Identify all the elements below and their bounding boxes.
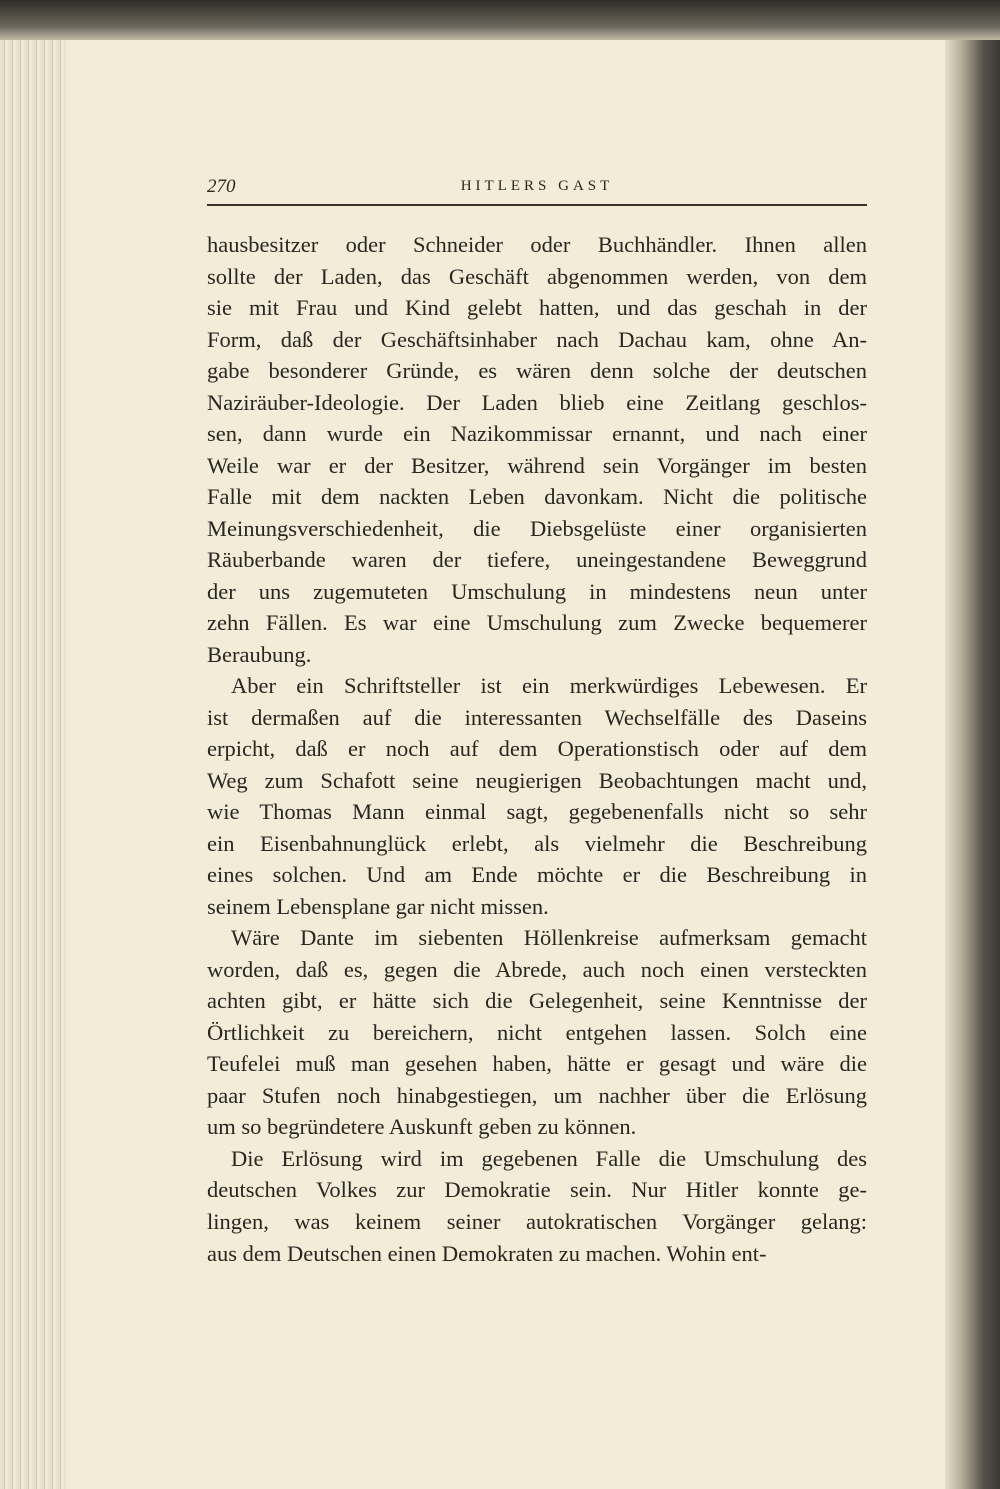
paragraph bbox=[207, 922, 867, 1143]
text-line: Aber ein Schriftsteller ist ein merkwürdiges Lebewesen. Er bbox=[231, 673, 867, 699]
text-line: Die Erlösung wird im gegebenen Falle die Umschulung des bbox=[231, 1145, 867, 1171]
header-rule bbox=[207, 204, 867, 206]
text-line: sie mit Frau und Kind gelebt hatten, und das geschah in der bbox=[207, 295, 867, 321]
text-line: Naziräuber-Ideologie. Der Laden blieb eine Zeitlang geschlos- bbox=[207, 389, 867, 415]
text-line: sen, dann wurde ein Nazikommissar ernannt, und nach einer bbox=[207, 421, 867, 447]
paragraph bbox=[207, 229, 867, 670]
text-line: ein Eisenbahnunglück erlebt, als vielmehr die Beschreibung bbox=[207, 830, 867, 856]
body-text bbox=[207, 229, 867, 1269]
text-line: zehn Fällen. Es war eine Umschulung zum Zwecke bequemerer bbox=[207, 610, 867, 636]
page-number: 270 bbox=[207, 176, 236, 197]
text-line: deutschen Volkes zur Demokratie sein. Nur Hitler konnte ge- bbox=[207, 1177, 867, 1203]
text-line: aus dem Deutschen einen Demokraten zu machen. Wohin ent- bbox=[207, 1240, 767, 1266]
text-line: Form, daß der Geschäftsinhaber nach Dachau kam, ohne An- bbox=[207, 326, 867, 352]
text-line: erpicht, daß er noch auf dem Operationstisch oder auf dem bbox=[207, 736, 867, 762]
text-line: der uns zugemuteten Umschulung in mindestens neun unter bbox=[207, 578, 867, 604]
text-line: Beraubung. bbox=[207, 641, 312, 667]
text-line: paar Stufen noch hinabgestiegen, um nachher über die Erlösung bbox=[207, 1082, 867, 1108]
text-line: Wäre Dante im siebenten Höllenkreise aufmerksam gemacht bbox=[231, 925, 867, 951]
book-spine-shadow bbox=[945, 40, 1000, 1489]
running-title: HITLERS GAST bbox=[460, 178, 614, 194]
text-line: worden, daß es, gegen die Abrede, auch noch einen versteckten bbox=[207, 956, 867, 982]
text-line: Weg zum Schafott seine neugierigen Beobachtungen macht und, bbox=[207, 767, 867, 793]
text-line: Weile war er der Besitzer, während sein Vorgänger im besten bbox=[207, 452, 867, 478]
text-line: eines solchen. Und am Ende möchte er die Beschreibung in bbox=[207, 862, 867, 888]
text-line: seinem Lebensplane gar nicht missen. bbox=[207, 893, 549, 919]
book-top-edge bbox=[0, 0, 1000, 44]
text-line: Räuberbande waren der tiefere, uneingestandene Beweggrund bbox=[207, 547, 867, 573]
text-line: Meinungsverschiedenheit, die Diebsgelüste einer organisierten bbox=[207, 515, 867, 541]
text-line: sollte der Laden, das Geschäft abgenommen werden, von dem bbox=[207, 263, 867, 289]
paragraph bbox=[207, 670, 867, 922]
running-header bbox=[207, 176, 867, 200]
text-line: wie Thomas Mann einmal sagt, gegebenenfalls nicht so sehr bbox=[207, 799, 867, 825]
text-line: gabe besonderer Gründe, es wären denn solche der deutschen bbox=[207, 358, 867, 384]
text-line: um so begründetere Auskunft geben zu können. bbox=[207, 1114, 637, 1140]
text-line: ist dermaßen auf die interessanten Wechselfälle des Daseins bbox=[207, 704, 867, 730]
text-line: Falle mit dem nackten Leben davonkam. Nicht die politische bbox=[207, 484, 867, 510]
paragraph bbox=[207, 1143, 867, 1269]
text-line: achten gibt, er hätte sich die Gelegenheit, seine Kenntnisse der bbox=[207, 988, 867, 1014]
text-line: hausbesitzer oder Schneider oder Buchhändler. Ihnen allen bbox=[207, 232, 867, 257]
text-line: Örtlichkeit zu bereichern, nicht entgehen lassen. Solch eine bbox=[207, 1019, 867, 1045]
page-stack-edge bbox=[0, 40, 66, 1489]
text-line: lingen, was keinem seiner autokratischen Vorgänger gelang: bbox=[207, 1208, 867, 1234]
text-line: Teufelei muß man gesehen haben, hätte er gesagt und wäre die bbox=[207, 1051, 867, 1077]
